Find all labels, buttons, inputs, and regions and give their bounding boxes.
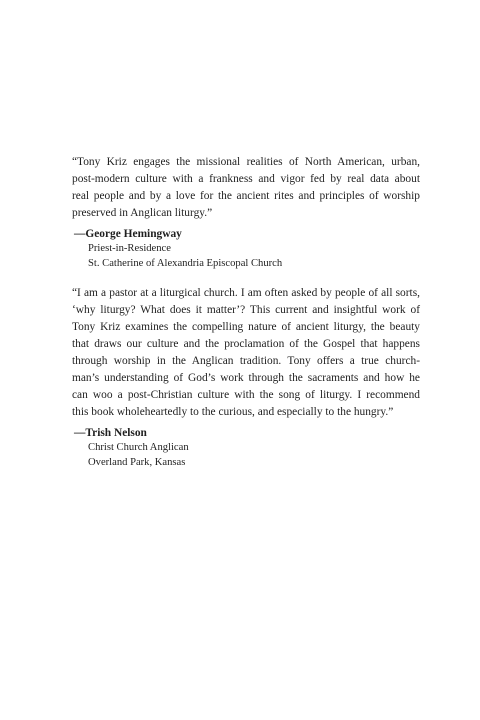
endorsement-nelson [72,285,420,470]
endorsement-attribution [72,226,420,271]
quote-line: preserved in Anglican liturgy.” [72,207,213,219]
quote-line: this book wholeheartedly to the curious, and especially to the hungry.” [72,406,394,418]
quote-line: “Tony Kriz engages the missional realities of North American, urban, [72,156,420,168]
quote-line: real people and by a love for the ancient rites and principles of worship [72,190,420,202]
endorser-affiliation: St. Catherine of Alexandria Episcopal Church [88,257,283,269]
endorsement-quote [72,154,420,222]
quote-line: Tony Kriz examines the compelling nature of ancient liturgy, the beauty [72,321,420,333]
endorsement-hemingway [72,154,420,271]
quote-line: can woo a post-Christian culture with the song of liturgy. I recommend [72,389,420,401]
endorsements-page [72,154,420,470]
endorser-affiliation: Overland Park, Kansas [88,456,186,468]
quote-line: “I am a pastor at a liturgical church. I am often asked by people of all sorts, [72,287,420,299]
quote-line: through worship in the Anglican tradition. Tony offers a true church- [72,355,420,367]
quote-line: man’s understanding of God’s work through the sacraments and how he [72,372,420,384]
endorser-title: Priest-in-Residence [88,243,171,254]
quote-line: post-modern culture with a frankness and vigor fed by real data about [72,173,420,185]
quote-line: that draws our culture and the proclamation of the Gospel that happens [72,338,420,350]
endorser-name: —George Hemingway [74,228,182,240]
endorsement-attribution [72,425,420,470]
endorsement-quote [72,285,420,421]
quote-line: ‘why liturgy? What does it matter’? This current and insightful work of [72,304,420,316]
endorser-name: —Trish Nelson [74,427,147,439]
endorser-title: Christ Church Anglican [88,442,189,453]
